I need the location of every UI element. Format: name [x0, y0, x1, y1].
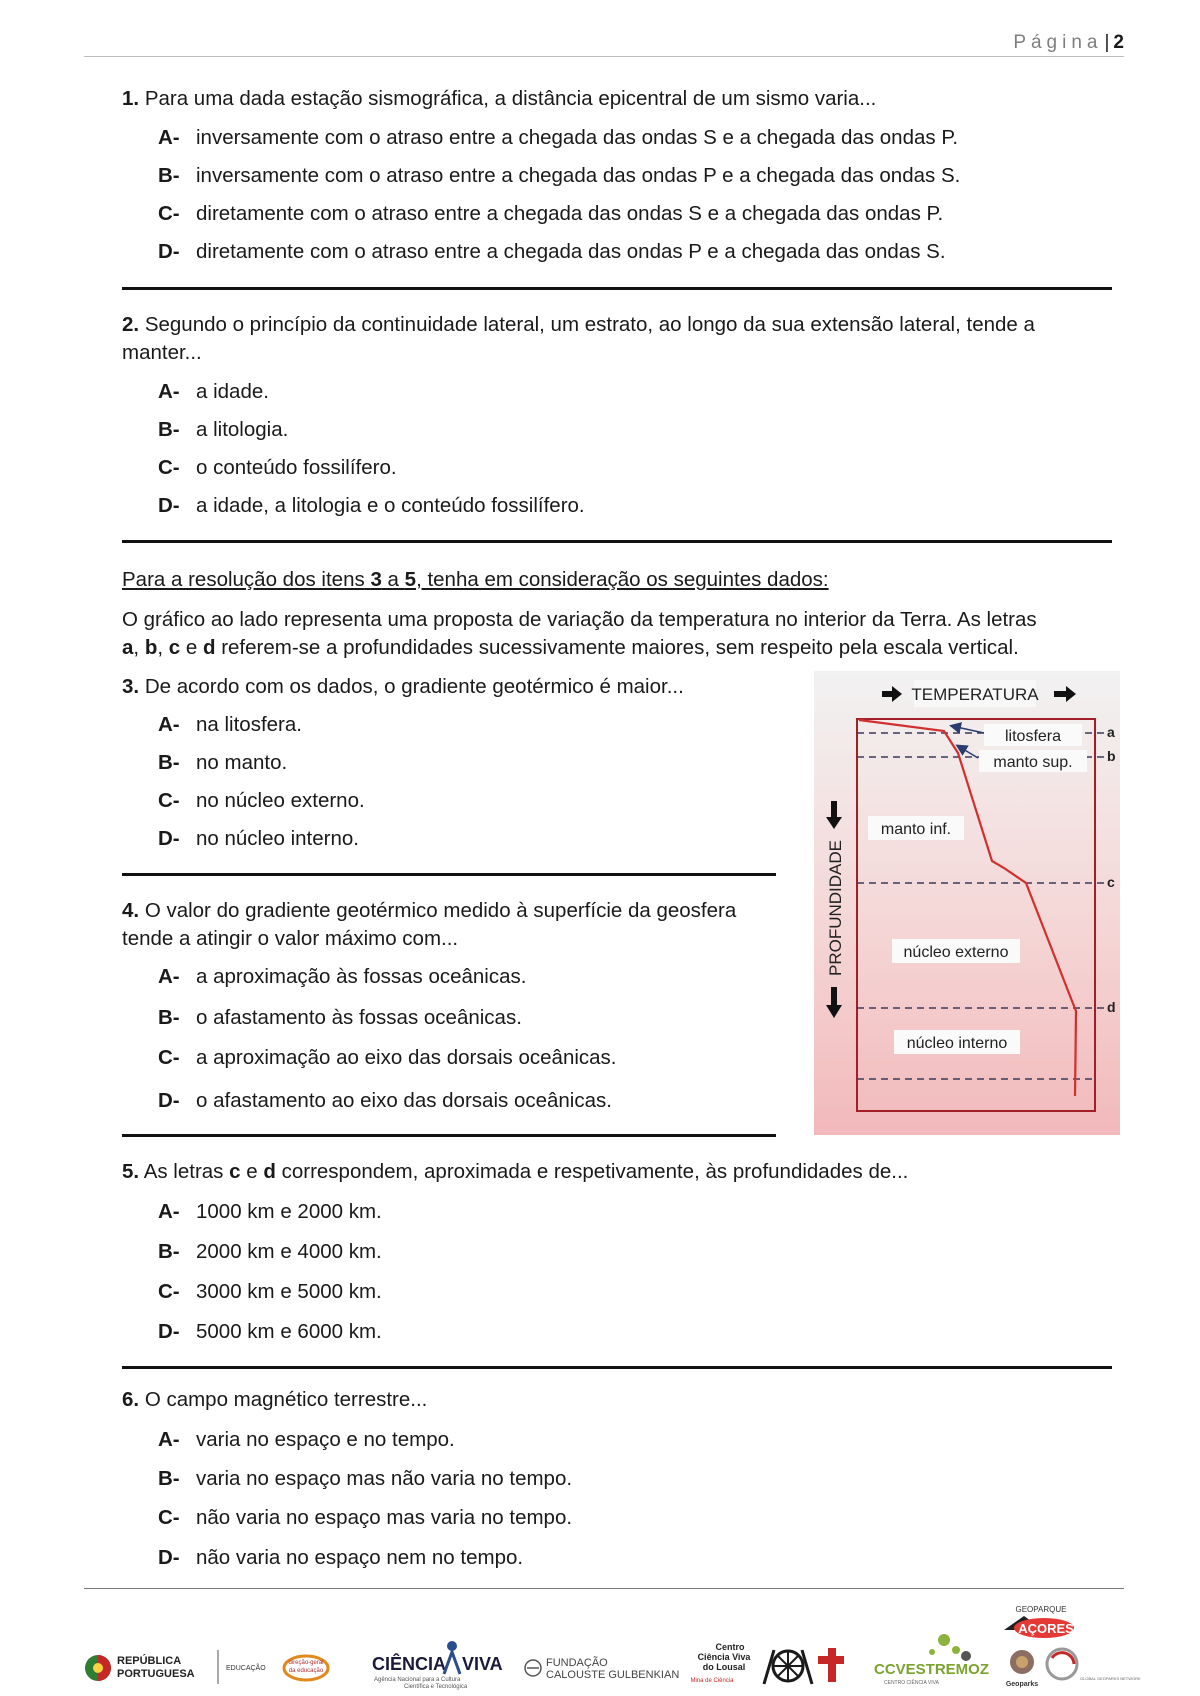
letter-c: c	[168, 636, 181, 659]
option-letter: B-	[158, 751, 180, 774]
option-letter: D-	[158, 1089, 180, 1112]
option-letter: C-	[158, 1506, 180, 1529]
logo-text: FUNDAÇÃO	[546, 1657, 608, 1669]
footer-logos	[84, 1600, 1141, 1690]
layer-label-manto-sup: manto sup.	[993, 754, 1073, 771]
letter-d: d	[263, 1160, 276, 1183]
comma: ,	[133, 636, 140, 659]
q4-option-a[interactable]	[158, 963, 526, 991]
option-text: diretamente com o atraso entre a chegada das ondas S e a chegada das ondas P.	[196, 202, 944, 225]
q4-option-d[interactable]	[158, 1087, 612, 1115]
option-text: no núcleo externo.	[196, 789, 365, 812]
question-text-line2: tende a atingir o valor máximo com...	[122, 927, 459, 950]
intro-instruction	[122, 566, 829, 594]
logo-text: PORTUGUESA	[117, 1668, 195, 1680]
logo-text: REPÚBLICA	[117, 1655, 182, 1667]
ccv-lousal-logo	[690, 1642, 844, 1684]
option-letter: D-	[158, 827, 180, 850]
question-2	[122, 311, 1035, 339]
q5-option-d[interactable]	[158, 1318, 382, 1346]
temperature-depth-figure	[814, 671, 1120, 1135]
q5-option-c[interactable]	[158, 1278, 382, 1306]
depth-letter-d: d	[1107, 999, 1116, 1015]
option-letter: A-	[158, 1200, 180, 1223]
logo-text: Geoparks	[1005, 1681, 1039, 1688]
logo-text: GLOBAL GEOPARKS NETWORK	[1080, 1676, 1141, 1681]
depth-letter-c: c	[1107, 874, 1115, 890]
separator-line	[122, 287, 1112, 290]
q3-option-c[interactable]	[158, 787, 365, 815]
option-letter: B-	[158, 418, 180, 441]
letter-b: b	[144, 636, 158, 659]
logo-text: CENTRO CIÊNCIA VIVA	[884, 1680, 939, 1686]
option-letter: A-	[158, 713, 180, 736]
option-text: varia no espaço mas não varia no tempo.	[196, 1467, 573, 1490]
geoparque-acores-logo	[1004, 1605, 1141, 1688]
q1-option-d[interactable]	[158, 238, 946, 266]
q5-option-b[interactable]	[158, 1238, 382, 1266]
option-text: inversamente com o atraso entre a chegada das ondas S e a chegada das ondas P.	[196, 126, 959, 149]
q6-option-b[interactable]	[158, 1465, 572, 1493]
logo-text: CALOUSTE GULBENKIAN	[546, 1669, 680, 1681]
q3-option-b[interactable]	[158, 749, 287, 777]
option-letter: A-	[158, 1428, 180, 1451]
context-line2	[122, 634, 1019, 662]
q4-option-b[interactable]	[158, 1004, 522, 1032]
logo-text: CCVESTREMOZ	[874, 1661, 990, 1678]
question-text-line1: Segundo o princípio da continuidade lateral, um estrato, ao longo da sua extensão lateral, tende a	[144, 313, 1035, 336]
intro-item-end: 5	[404, 568, 417, 591]
option-text: 5000 km e 6000 km.	[196, 1320, 382, 1343]
q6-option-d[interactable]	[158, 1544, 523, 1572]
comma: ,	[157, 636, 164, 659]
option-letter: D-	[158, 240, 180, 263]
option-letter: C-	[158, 456, 180, 479]
question-text: De acordo com os dados, o gradiente geotérmico é maior...	[144, 675, 684, 698]
option-text: não varia no espaço mas varia no tempo.	[196, 1506, 573, 1529]
question-number: 2.	[122, 313, 140, 336]
option-text: no núcleo interno.	[196, 827, 359, 850]
question-text-line2: manter...	[122, 341, 202, 364]
separator-line	[122, 873, 776, 876]
option-letter: A-	[158, 380, 180, 403]
conjunction: e	[246, 1160, 258, 1183]
option-letter: C-	[158, 789, 180, 812]
layer-label-nucleo-externo: núcleo externo	[903, 944, 1009, 961]
intro-connector: a	[387, 568, 399, 591]
separator-line	[122, 540, 1112, 543]
q2-option-b[interactable]	[158, 416, 288, 444]
question-text-end: correspondem, aproximada e respetivamente, às profundidades de...	[281, 1160, 909, 1183]
question-number: 1.	[122, 87, 140, 110]
option-letter: D-	[158, 1320, 180, 1343]
question-1	[122, 85, 876, 113]
q6-option-a[interactable]	[158, 1426, 455, 1454]
option-text: o conteúdo fossilífero.	[196, 456, 397, 479]
option-letter: A-	[158, 126, 180, 149]
y-axis-label: PROFUNDIDADE	[826, 839, 845, 976]
option-text: no manto.	[196, 751, 288, 774]
separator-line	[122, 1134, 776, 1137]
q1-option-c[interactable]	[158, 200, 943, 228]
question-number: 3.	[122, 675, 140, 698]
context-line1	[122, 606, 1037, 634]
x-axis-label: TEMPERATURA	[911, 685, 1039, 704]
gulbenkian-logo	[525, 1656, 679, 1681]
option-letter: B-	[158, 164, 180, 187]
option-text: inversamente com o atraso entre a chegada das ondas P e a chegada das ondas S.	[196, 164, 961, 187]
option-text: varia no espaço e no tempo.	[196, 1428, 455, 1451]
question-number: 5.	[122, 1160, 140, 1183]
option-letter: A-	[158, 965, 180, 988]
layer-label-litosfera: litosfera	[1004, 728, 1062, 745]
letter-d: d	[202, 636, 216, 659]
option-letter: D-	[158, 494, 180, 517]
option-text: a aproximação ao eixo das dorsais oceânicas.	[196, 1046, 617, 1069]
option-text: não varia no espaço nem no tempo.	[196, 1546, 524, 1569]
option-letter: B-	[158, 1240, 180, 1263]
q5-option-a[interactable]	[158, 1198, 382, 1226]
question-text-line1: O valor do gradiente geotérmico medido à superfície da geosfera	[144, 899, 737, 922]
option-text: na litosfera.	[196, 713, 302, 736]
option-letter: C-	[158, 1280, 180, 1303]
option-text: a litologia.	[196, 418, 289, 441]
q3-option-a[interactable]	[158, 711, 302, 739]
logo-text: Científica e Tecnológica	[404, 1684, 468, 1690]
intro-text-end: , tenha em consideração os seguintes dados:	[416, 568, 829, 591]
page-separator: |	[1104, 32, 1110, 53]
dge-logo	[284, 1656, 328, 1680]
option-text: o afastamento às fossas oceânicas.	[196, 1006, 522, 1029]
question-4	[122, 897, 736, 925]
conjunction: e	[185, 636, 198, 659]
context-text-rest: referem-se a profundidades sucessivamente maiores, sem respeito pela escala vertical.	[221, 636, 1019, 659]
layer-label-nucleo-interno: núcleo interno	[906, 1035, 1008, 1052]
logo-text: GEOPARQUE	[1015, 1605, 1067, 1614]
letter-c: c	[229, 1160, 241, 1183]
question-3	[122, 673, 684, 701]
option-letter: B-	[158, 1006, 180, 1029]
question-4-line2	[122, 925, 458, 953]
question-text: Para uma dada estação sismográfica, a distância epicentral de um sismo varia...	[144, 87, 877, 110]
logo-text: VIVA	[462, 1654, 503, 1674]
ciencia-viva-logo	[372, 1641, 503, 1690]
page-label: Página	[1013, 32, 1103, 53]
context-text: O gráfico ao lado representa uma proposta de variação da temperatura no interior da Terra. As letras	[122, 608, 1037, 631]
question-text: As letras	[143, 1160, 224, 1183]
option-letter: B-	[158, 1467, 180, 1490]
page-number-header	[1013, 32, 1124, 54]
option-letter: C-	[158, 202, 180, 225]
option-text: o afastamento ao eixo das dorsais oceânicas.	[196, 1089, 612, 1112]
option-text: 1000 km e 2000 km.	[196, 1200, 382, 1223]
page-number: 2	[1113, 32, 1124, 53]
letter-a: a	[122, 636, 134, 659]
footer-rule	[84, 1588, 1124, 1589]
logo-text: Centro	[715, 1642, 745, 1652]
logo-text: Ciência Viva	[697, 1652, 751, 1662]
option-text: 3000 km e 5000 km.	[196, 1280, 382, 1303]
q4-option-c[interactable]	[158, 1044, 617, 1072]
q2-option-d[interactable]	[158, 492, 585, 520]
question-number: 4.	[122, 899, 140, 922]
separator-line	[122, 1366, 1112, 1369]
q1-option-b[interactable]	[158, 162, 960, 190]
q1-option-a[interactable]	[158, 124, 958, 152]
option-letter: D-	[158, 1546, 180, 1569]
logo-text: direção-geral	[288, 1660, 324, 1666]
q2-option-a[interactable]	[158, 378, 269, 406]
logo-text: Mina de Ciência	[690, 1678, 734, 1684]
layer-label-manto-inf: manto inf.	[880, 821, 952, 838]
header-rule	[84, 56, 1124, 57]
depth-letter-a: a	[1107, 724, 1115, 740]
question-number: 6.	[122, 1388, 140, 1411]
republica-portuguesa-logo	[85, 1650, 266, 1684]
option-text: a aproximação às fossas oceânicas.	[196, 965, 527, 988]
option-text: diretamente com o atraso entre a chegada das ondas P e a chegada das ondas S.	[196, 240, 946, 263]
ccv-estremoz-logo	[874, 1634, 989, 1686]
q3-option-d[interactable]	[158, 825, 359, 853]
question-2-line2	[122, 339, 202, 367]
q2-option-c[interactable]	[158, 454, 397, 482]
logo-text: EDUCAÇÃO	[226, 1665, 266, 1672]
intro-item-start: 3	[370, 568, 382, 591]
q6-option-c[interactable]	[158, 1504, 572, 1532]
intro-text: Para a resolução dos itens	[122, 568, 365, 591]
option-text: a idade, a litologia e o conteúdo fossilífero.	[196, 494, 585, 517]
logo-text: do Lousal	[702, 1662, 746, 1672]
question-text: O campo magnético terrestre...	[144, 1388, 428, 1411]
depth-letter-b: b	[1107, 748, 1116, 764]
option-text: a idade.	[196, 380, 269, 403]
logo-text: CIÊNCIA	[372, 1654, 447, 1674]
question-6	[122, 1386, 427, 1414]
option-letter: C-	[158, 1046, 180, 1069]
logo-text: Agência Nacional para a Cultura	[374, 1677, 461, 1683]
option-text: 2000 km e 4000 km.	[196, 1240, 382, 1263]
logo-text: da educação	[288, 1668, 324, 1674]
logo-text: AÇORES	[1018, 1621, 1074, 1636]
question-5	[122, 1158, 908, 1186]
